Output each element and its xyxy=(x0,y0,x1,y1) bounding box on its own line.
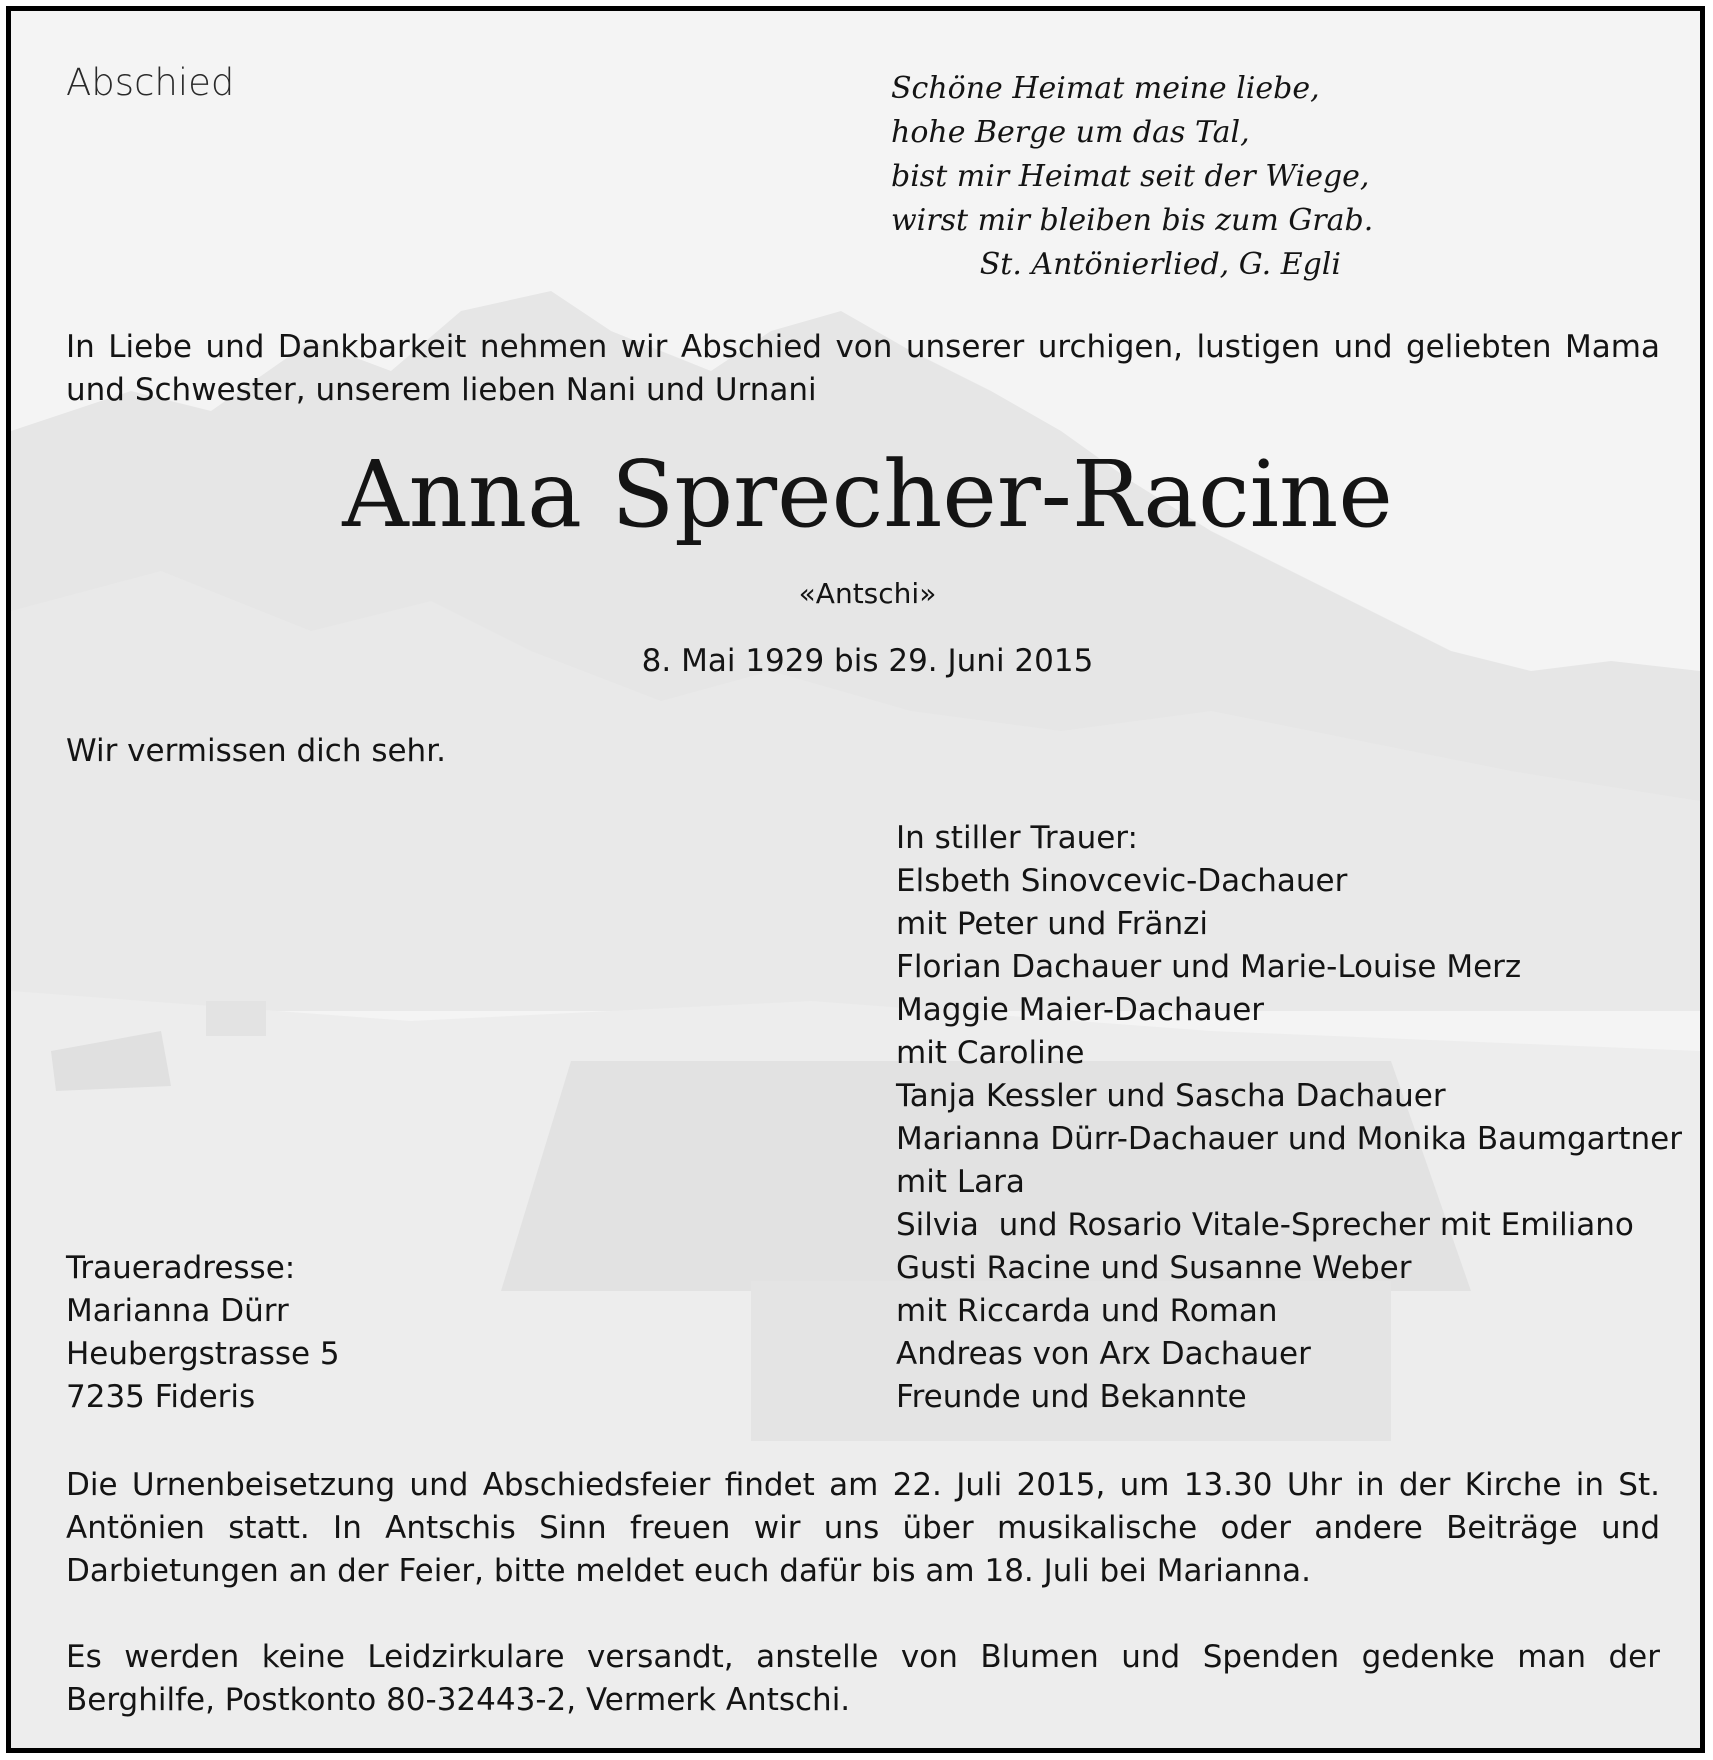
ceremony-paragraph: Die Urnenbeisetzung und Abschiedsfeier findet am 22. Juli 2015, um 13.30 Uhr in der Kirche in St. Antönien statt. In Antschis Sinn freuen wir uns über musikalische oder andere Beiträge und Darbietungen an der Feier, bitte meldet euch dafür bis am 18. Juli bei Marianna. xyxy=(66,1467,1660,1589)
deceased-nickname: «Antschi» xyxy=(798,577,937,610)
verse-line: hohe Berge um das Tal, xyxy=(891,115,1250,150)
miss-line: Wir vermissen dich sehr. xyxy=(66,733,446,769)
verse-poem xyxy=(891,67,1374,287)
verse-line: wirst mir bleiben bis zum Grab. xyxy=(891,203,1374,238)
mourner-entry: Florian Dachauer und Marie-Louise Merz xyxy=(896,949,1522,985)
mourner-entry: Andreas von Arx Dachauer xyxy=(896,1336,1311,1372)
obituary-heading: Abschied xyxy=(66,61,235,104)
intro-paragraph: In Liebe und Dankbarkeit nehmen wir Abschied von unserer urchigen, lustigen und geliebten Mama und Schwester, unserem lieben Nani und Urnani xyxy=(66,329,1660,408)
obituary-frame xyxy=(6,6,1705,1753)
mourning-address xyxy=(66,1247,340,1419)
mourner-entry: Maggie Maier-Dachauer xyxy=(896,992,1265,1028)
mourners-heading: In stiller Trauer: xyxy=(896,820,1138,856)
life-dates: 8. Mai 1929 bis 29. Juni 2015 xyxy=(641,643,1094,679)
address-label: Traueradresse: xyxy=(66,1250,296,1286)
verse-source: St. Antönierlied, G. Egli xyxy=(979,247,1341,282)
mourner-entry: Marianna Dürr-Dachauer und Monika Baumgartner xyxy=(896,1121,1682,1157)
donation-paragraph: Es werden keine Leidzirkulare versandt, anstelle von Blumen und Spenden gedenke man der Berghilfe, Postkonto 80-32443-2, Vermerk Antschi. xyxy=(66,1639,1660,1718)
verse-line: Schöne Heimat meine liebe, xyxy=(891,71,1320,106)
mourners-list xyxy=(896,817,1682,1419)
address-city: 7235 Fideris xyxy=(66,1379,256,1415)
deceased-name: Anna Sprecher-Racine xyxy=(342,441,1393,548)
mourner-entry: Silvia und Rosario Vitale-Sprecher mit Emiliano xyxy=(896,1207,1634,1243)
mourner-entry: mit Lara xyxy=(896,1164,1025,1200)
mourner-entry: Elsbeth Sinovcevic-Dachauer xyxy=(896,863,1348,899)
mourner-entry: Tanja Kessler und Sascha Dachauer xyxy=(896,1078,1446,1114)
mourner-entry: mit Caroline xyxy=(896,1035,1085,1071)
address-street: Heubergstrasse 5 xyxy=(66,1336,340,1372)
address-name: Marianna Dürr xyxy=(66,1293,289,1329)
verse-line: bist mir Heimat seit der Wiege, xyxy=(891,159,1370,194)
mourner-entry: Gusti Racine und Susanne Weber xyxy=(896,1250,1412,1286)
mourner-entry: Freunde und Bekannte xyxy=(896,1379,1247,1415)
mourner-entry: mit Peter und Fränzi xyxy=(896,906,1208,942)
mourner-entry: mit Riccarda und Roman xyxy=(896,1293,1278,1329)
